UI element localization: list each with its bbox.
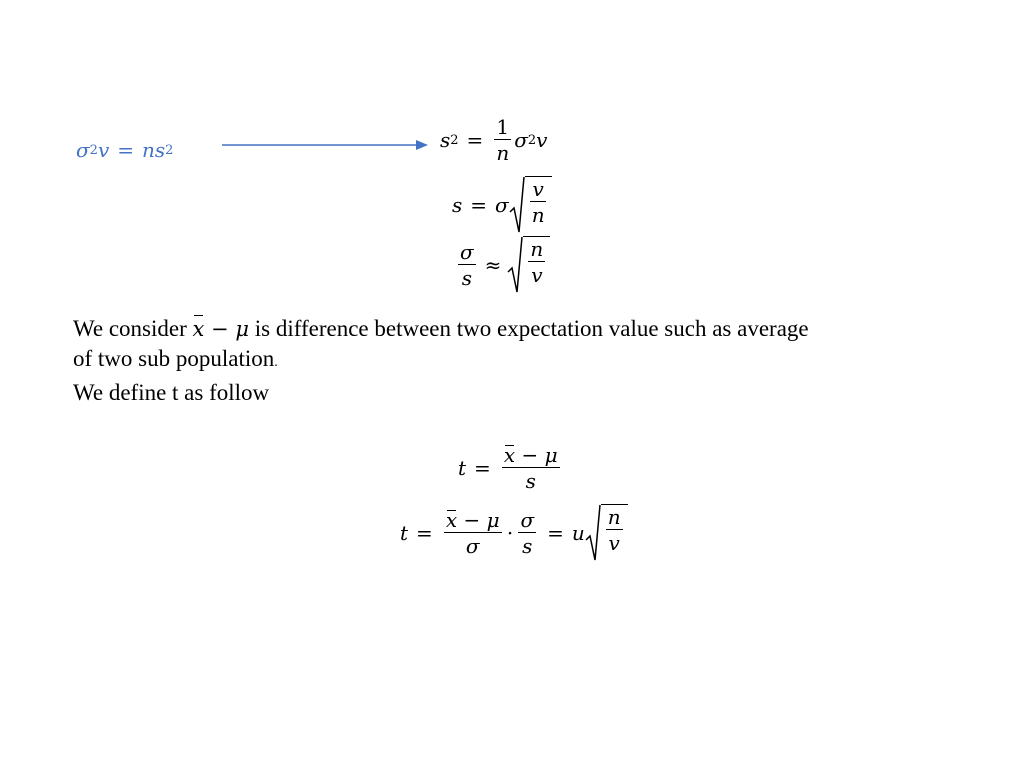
equals-sign: = [547, 521, 564, 545]
xbar-symbol: x [193, 314, 205, 344]
s-symbol: s [154, 138, 166, 162]
numerator [502, 444, 560, 468]
square-root [509, 176, 552, 234]
equation-sigma-over-s [455, 236, 550, 294]
numerator: σ [520, 508, 535, 532]
exponent: 2 [450, 132, 459, 148]
numerator: n [607, 505, 621, 529]
numerator: 1 [496, 115, 510, 139]
exponent: 2 [165, 142, 174, 158]
xbar-symbol: x [445, 508, 458, 532]
approx-sign: ≈ [484, 253, 502, 277]
minus-sign: − [211, 317, 229, 341]
numerator: v [532, 177, 544, 201]
square-root [585, 504, 628, 562]
radicand [601, 504, 628, 562]
paragraph-line-2 [73, 344, 809, 378]
equation-s-squared [440, 116, 547, 164]
equation-s-sigma [452, 176, 552, 234]
denominator: σ [465, 534, 480, 558]
radicand [523, 236, 550, 294]
numerator: n [530, 237, 544, 261]
minus-sign: − [463, 508, 481, 532]
mu-symbol: μ [235, 317, 249, 341]
equals-sign: = [470, 193, 488, 217]
s-symbol: s [440, 128, 451, 152]
radical-sign-icon [507, 236, 523, 294]
v-symbol: v [536, 128, 548, 152]
arrow-right-icon [222, 138, 428, 152]
left-formula [76, 138, 173, 162]
numerator: σ [460, 240, 474, 264]
text: is difference between two expectation value such as average [254, 316, 809, 341]
fraction [528, 238, 545, 286]
radical-sign-icon [509, 176, 525, 234]
minus-sign: − [521, 443, 539, 467]
t-symbol: t [458, 456, 467, 480]
equals-sign: = [117, 138, 135, 162]
exponent: 2 [527, 132, 537, 148]
square-root [507, 236, 550, 294]
sigma-symbol: σ [514, 128, 528, 152]
fraction [502, 444, 560, 492]
equals-sign: = [416, 521, 433, 545]
text: We define t as follow [73, 380, 270, 405]
text: We consider [73, 316, 187, 341]
numerator [444, 509, 502, 533]
inline-math [193, 317, 249, 341]
denominator: n [531, 203, 545, 227]
mu-symbol: μ [544, 443, 558, 467]
denominator: s [461, 266, 472, 290]
u-symbol: u [571, 521, 585, 545]
exponent: 2 [89, 142, 98, 158]
n-symbol: n [142, 138, 155, 162]
denominator: s [525, 469, 536, 493]
denominator: v [531, 263, 543, 287]
fraction [606, 506, 623, 554]
denominator: s [522, 534, 533, 558]
paragraph-line-1 [73, 314, 809, 344]
equals-sign: = [466, 128, 484, 152]
mu-symbol: μ [486, 508, 500, 532]
sigma-symbol: σ [76, 138, 90, 162]
equals-sign: = [474, 456, 491, 480]
dot-operator: ⋅ [506, 521, 514, 545]
equation-t-definition [458, 444, 563, 492]
t-symbol: t [400, 521, 409, 545]
denominator: n [496, 141, 510, 165]
fraction [494, 116, 511, 164]
text: of two sub population [73, 346, 275, 371]
equation-t-expanded [400, 504, 628, 562]
fraction [444, 509, 502, 557]
paragraph-line-3 [73, 378, 809, 408]
period: . [274, 355, 278, 370]
explanation-paragraph [73, 314, 809, 408]
fraction [518, 509, 536, 557]
denominator: v [608, 531, 620, 555]
radicand [525, 176, 552, 234]
v-symbol: v [97, 138, 110, 162]
s-symbol: s [452, 193, 463, 217]
fraction [530, 178, 547, 226]
xbar-symbol: x [503, 443, 516, 467]
fraction [458, 241, 476, 289]
sigma-symbol: σ [495, 193, 509, 217]
radical-sign-icon [585, 504, 601, 562]
